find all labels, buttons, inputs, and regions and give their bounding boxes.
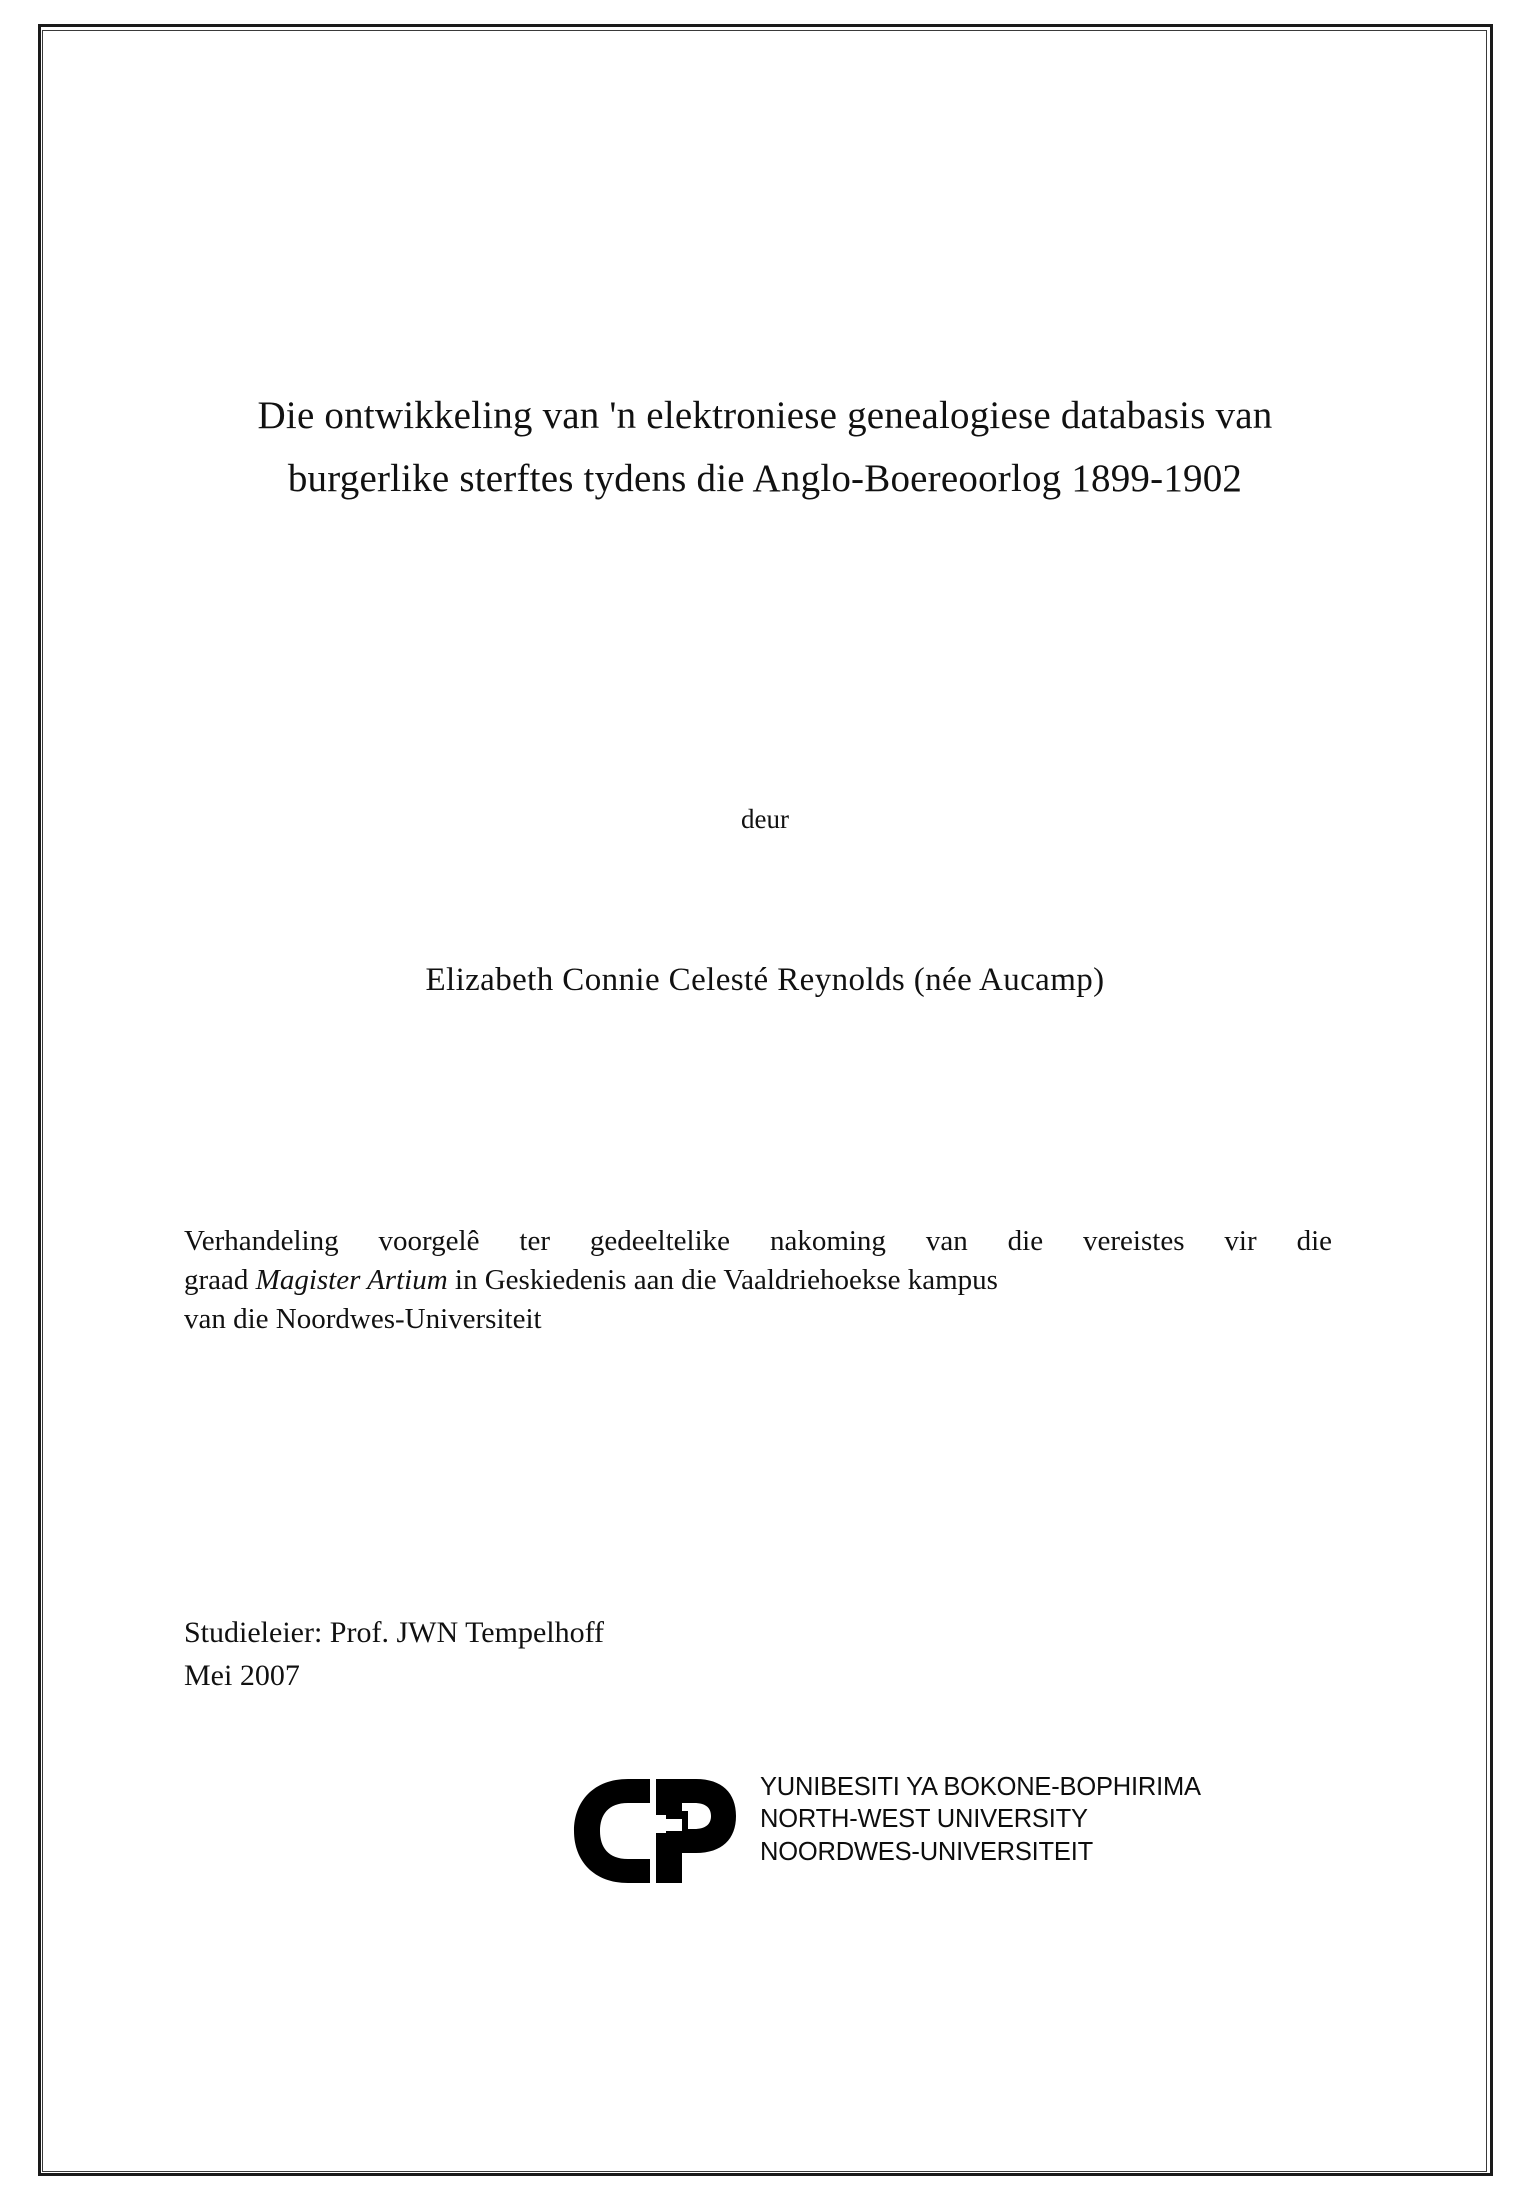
submission-date: Mei 2007 — [184, 1658, 300, 1692]
university-logo-block — [570, 1769, 1210, 1899]
degree-statement-line-2-pre: graad — [184, 1264, 256, 1297]
supervisor-name: Studieleier: Prof. JWN Tempelhoff — [184, 1616, 605, 1649]
north-west-university-logo-icon — [570, 1775, 755, 1887]
logo-text-line-3: NOORDWES-UNIVERSITEIT — [760, 1837, 1093, 1866]
page-title — [180, 384, 1350, 510]
degree-statement-line-2 — [184, 1261, 1332, 1300]
logo-text-line-1: YUNIBESITI YA BOKONE-BOPHIRIMA — [760, 1773, 1201, 1801]
author-name: Elizabeth Connie Celesté Reynolds (née Aucamp) — [425, 962, 1105, 998]
by-label: deur — [741, 804, 789, 834]
university-logo-text — [760, 1771, 1201, 1868]
degree-statement — [184, 1222, 1332, 1339]
degree-statement-line-1: Verhandeling voorgelê ter gedeeltelike nakoming van die vereistes vir die — [184, 1225, 1332, 1257]
degree-statement-line-2-post: in Geskiedenis aan die Vaaldriehoekse kampus — [447, 1264, 998, 1297]
title-line-2: burgerlike sterftes tydens die Anglo-Boereoorlog 1899-1902 — [287, 457, 1243, 501]
title-line-1: Die ontwikkeling van 'n elektroniese genealogiese databasis van — [257, 394, 1273, 437]
title-page-content — [180, 24, 1350, 2176]
supervisor-block — [184, 1612, 1084, 1697]
degree-name: Magister Artium — [255, 1264, 448, 1297]
logo-text-line-2: NORTH-WEST UNIVERSITY — [760, 1805, 1088, 1834]
degree-statement-line-3: van die Noordwes-Universiteit — [184, 1303, 542, 1336]
